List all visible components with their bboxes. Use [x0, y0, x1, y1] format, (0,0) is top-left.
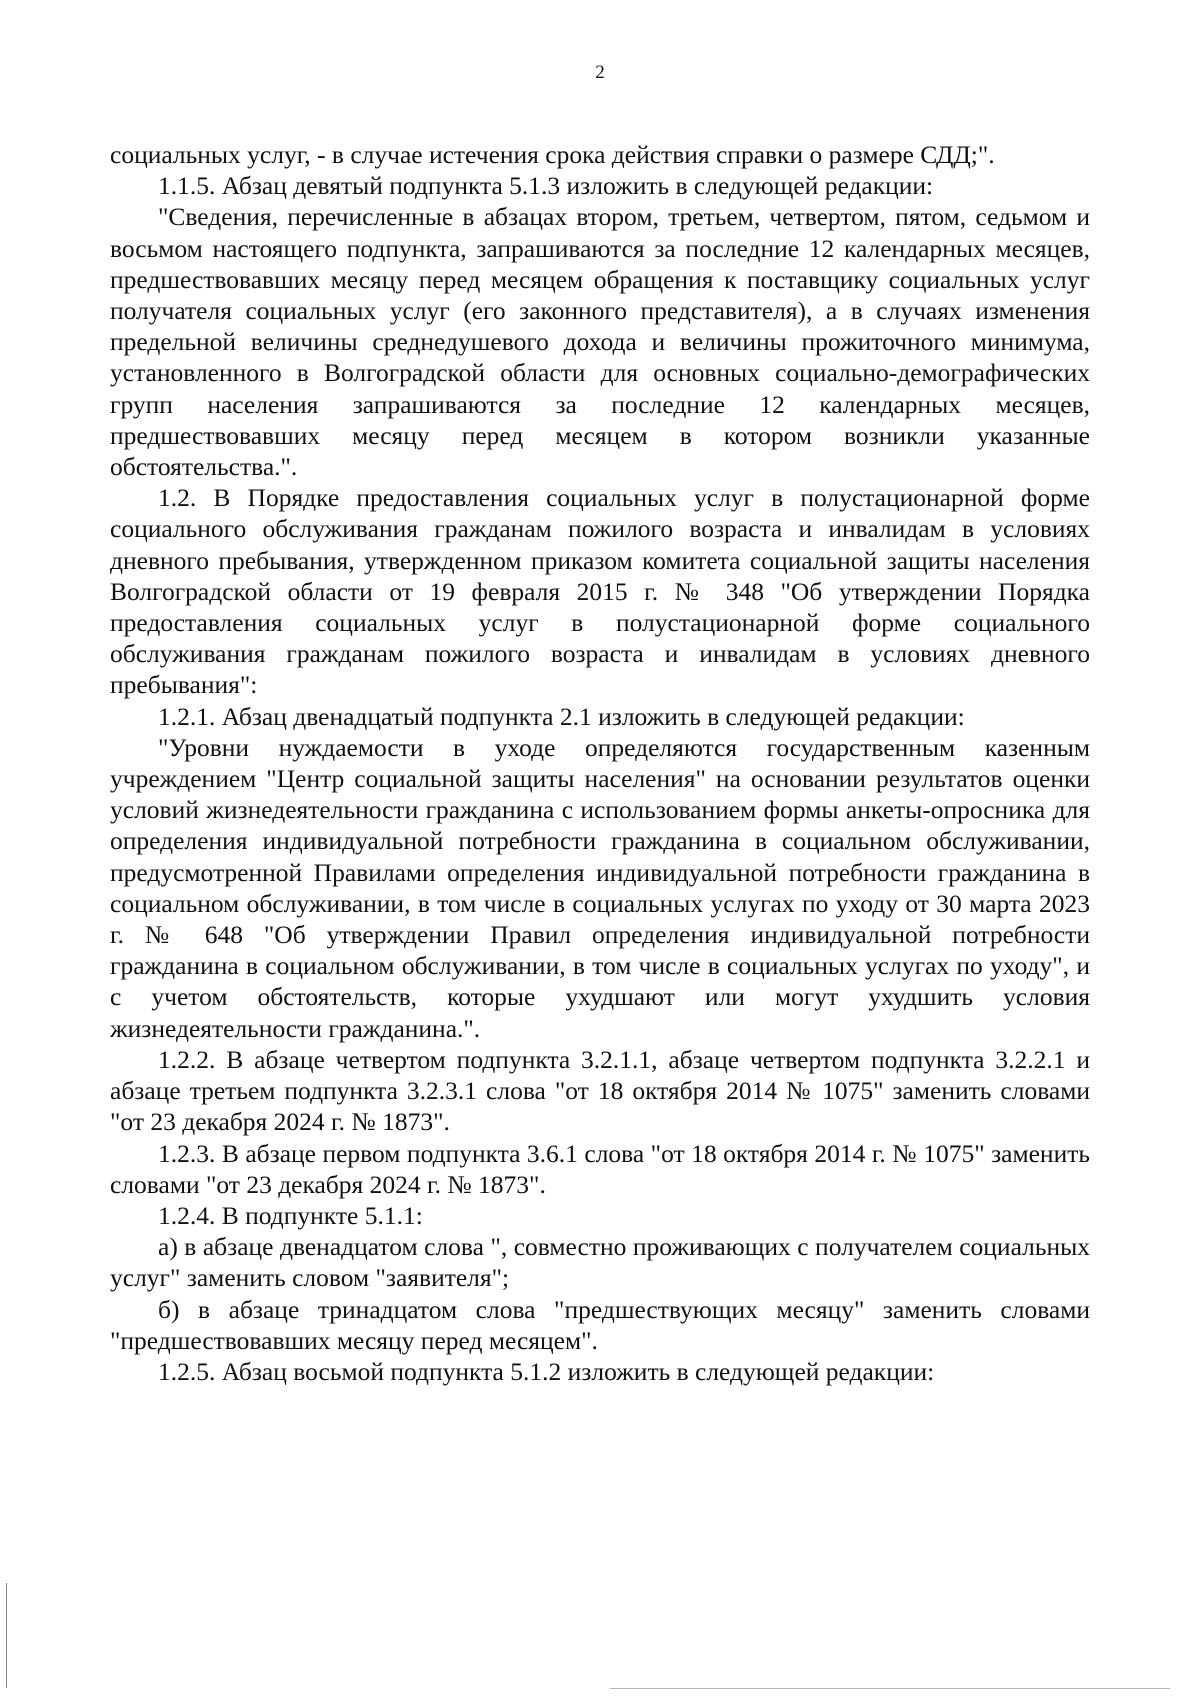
paragraph-1-2-2: 1.2.2. В абзаце четвертом подпункта 3.2.1.1, абзаце четвертом подпункта 3.2.2.1 и абзаце третьем подпункта 3.2.3.1 слова "от 18 октября 2014 № 1075" заменить словами "от 23 декабря 2024 г. № 1873".	[110, 1044, 1090, 1137]
scan-edge-line-left	[6, 1583, 7, 1688]
paragraph-continuation: социальных услуг, - в случае истечения срока действия справки о размере СДД;".	[110, 140, 995, 169]
paragraph-quoted-data: "Сведения, перечисленные в абзацах втором, третьем, четвертом, пятом, седьмом и восьмом настоящего подпункта, запрашиваются за последние 12 календарных месяцев, предшествовавших месяцу перед месяцем обращения к поставщику социальных услуг получателя социальных услуг (его законного представителя), а в случаях изменения предельной величины среднедушевого дохода и величины прожиточного минимума, установленного в Волгоградской области для основных социально-демографических групп населения запрашиваются за последние 12 календарных месяцев, предшествовавших месяцу перед месяцем в котором возникли указанные обстоятельства.".	[110, 202, 1090, 482]
paragraph-1-2-4: 1.2.4. В подпункте 5.1.1:	[158, 1200, 423, 1230]
paragraph-1-2-1: 1.2.1. Абзац двенадцатый подпункта 2.1 изложить в следующей редакции:	[158, 701, 965, 731]
paragraph-item-a: а) в абзаце двенадцатом слова ", совместно проживающих с получателем социальных услуг" заменить словом "заявителя";	[110, 1232, 1090, 1293]
paragraph-1-2-3: 1.2.3. В абзаце первом подпункта 3.6.1 слова "от 18 октября 2014 г. № 1075" заменить словами "от 23 декабря 2024 г. № 1873".	[110, 1138, 1090, 1199]
page-number: 2	[595, 62, 605, 83]
paragraph-1-1-5: 1.1.5. Абзац девятый подпункта 5.1.3 изложить в следующей редакции:	[158, 171, 934, 201]
paragraph-1-2: 1.2. В Порядке предоставления социальных услуг в полустационарной форме социального обслуживания гражданам пожилого возраста и инвалидам в условиях дневного пребывания, утвержденном приказом комитета социальной защиты населения Волгоградской области от 19 февраля 2015 г. № 348 "Об утверждении Порядка предоставления социальных услуг в полустационарной форме социального обслуживания гражданам пожилого возраста и инвалидам в условиях дневного пребывания":	[110, 483, 1090, 700]
document-body	[110, 139, 1090, 1387]
paragraph-1-2-5: 1.2.5. Абзац восьмой подпункта 5.1.2 изложить в следующей редакции:	[158, 1356, 935, 1386]
paragraph-item-b: б) в абзаце тринадцатом слова "предшествующих месяцу" заменить словами "предшествовавших месяцу перед месяцем".	[110, 1294, 1090, 1355]
scan-edge-line-bottom	[610, 1688, 1170, 1689]
paragraph-quoted-care-levels: "Уровни нуждаемости в уходе определяются государственным казенным учреждением "Центр социальной защиты населения" на основании результатов оценки условий жизнедеятельности гражданина с использованием формы анкеты-опросника для определения индивидуальной потребности гражданина в социальном обслуживании, предусмотренной Правилами определения индивидуальной потребности гражданина в социальном обслуживании, в том числе в социальных услугах по уходу от 30 марта 2023 г. № 648 "Об утверждении Правил определения индивидуальной потребности гражданина в социальном обслуживании, в том числе в социальных услугах по уходу", и с учетом обстоятельств, которые ухудшают или могут ухудшить условия жизнедеятельности гражданина.".	[110, 732, 1090, 1043]
